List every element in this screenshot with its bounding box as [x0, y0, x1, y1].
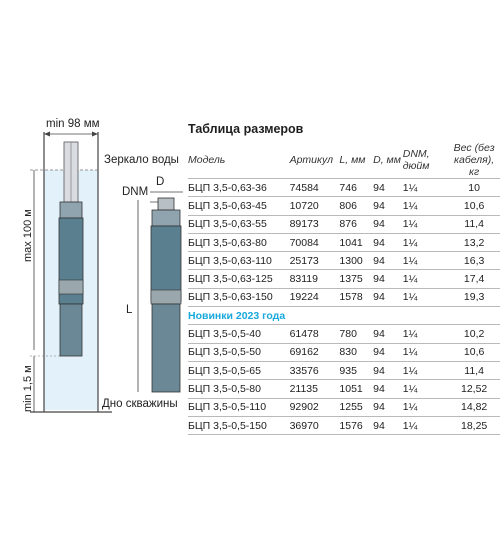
arrow-left-icon: [44, 132, 50, 137]
section-title: Новинки 2023 года: [188, 307, 500, 325]
table-row: [188, 380, 500, 398]
cell-length: 746: [339, 179, 373, 197]
cell-dnm: 1¼: [403, 233, 449, 251]
cell-length: 935: [339, 361, 373, 379]
cell-model: БЦП 3,5-0,63-150: [188, 288, 290, 306]
cell-diameter: 94: [373, 252, 403, 270]
cell-dnm: 1¼: [403, 179, 449, 197]
min-bottom-label: min 1,5 м: [22, 365, 34, 412]
cell-article: 61478: [290, 325, 340, 343]
table-row: [188, 179, 500, 197]
cell-length: 830: [339, 343, 373, 361]
cell-article: 36970: [290, 416, 340, 434]
dim-d-label: D: [156, 176, 165, 188]
cell-diameter: 94: [373, 380, 403, 398]
table-row: [188, 233, 500, 251]
cell-model: БЦП 3,5-0,63-45: [188, 197, 290, 215]
cell-length: 876: [339, 215, 373, 233]
cell-diameter: 94: [373, 398, 403, 416]
cell-weight: 14,82: [448, 398, 500, 416]
header-dnm: DNM, дюйм: [403, 142, 449, 179]
cell-diameter: 94: [373, 179, 403, 197]
product-pump-head: [152, 210, 180, 226]
cell-article: 10720: [290, 197, 340, 215]
cell-length: 1576: [339, 416, 373, 434]
water-mirror-label: Зеркало воды: [104, 154, 179, 166]
table-row: [188, 343, 500, 361]
cell-article: 69162: [290, 343, 340, 361]
table-row: [188, 361, 500, 379]
cell-model: БЦП 3,5-0,63-110: [188, 252, 290, 270]
cell-dnm: 1¼: [403, 361, 449, 379]
cell-weight: 10,2: [448, 325, 500, 343]
table-row: [188, 197, 500, 215]
cell-article: 89173: [290, 215, 340, 233]
cell-weight: 10: [448, 179, 500, 197]
table-header-row: [188, 142, 500, 179]
cell-model: БЦП 3,5-0,63-55: [188, 215, 290, 233]
cell-dnm: 1¼: [403, 288, 449, 306]
cell-weight: 11,4: [448, 361, 500, 379]
product-pump-motor: [152, 304, 180, 392]
table-row: [188, 252, 500, 270]
product-pump-intake: [151, 290, 181, 304]
cell-article: 83119: [290, 270, 340, 288]
pump-motor: [60, 304, 82, 356]
cell-diameter: 94: [373, 343, 403, 361]
cell-model: БЦП 3,5-0,5-50: [188, 343, 290, 361]
cell-dnm: 1¼: [403, 398, 449, 416]
header-model: Модель: [188, 142, 290, 179]
cell-length: 806: [339, 197, 373, 215]
header-weight: Вес (без кабеля), кг: [448, 142, 500, 179]
cell-length: 1041: [339, 233, 373, 251]
pump-intake: [59, 280, 83, 294]
section-row: [188, 307, 500, 325]
dim-dnm-label: DNM: [122, 186, 149, 198]
cell-dnm: 1¼: [403, 270, 449, 288]
cell-weight: 12,52: [448, 380, 500, 398]
sizes-table: [188, 142, 500, 435]
cell-diameter: 94: [373, 361, 403, 379]
cell-article: 70084: [290, 233, 340, 251]
cell-length: 1578: [339, 288, 373, 306]
cell-dnm: 1¼: [403, 343, 449, 361]
pump-head: [60, 202, 82, 218]
table-row: [188, 398, 500, 416]
cell-article: 74584: [290, 179, 340, 197]
table-row: [188, 270, 500, 288]
dim-l-label: L: [126, 304, 133, 316]
arrow-right-icon: [92, 132, 98, 137]
table-row: [188, 325, 500, 343]
max-depth-label: max 100 м: [22, 209, 34, 262]
cell-dnm: 1¼: [403, 252, 449, 270]
cell-length: 1051: [339, 380, 373, 398]
cell-length: 1300: [339, 252, 373, 270]
cell-diameter: 94: [373, 233, 403, 251]
cell-length: 780: [339, 325, 373, 343]
cell-article: 25173: [290, 252, 340, 270]
table-title: Таблица размеров: [188, 122, 304, 136]
cell-weight: 13,2: [448, 233, 500, 251]
product-pump-outlet: [158, 198, 174, 210]
cell-dnm: 1¼: [403, 325, 449, 343]
cell-weight: 19,3: [448, 288, 500, 306]
cell-diameter: 94: [373, 416, 403, 434]
cell-diameter: 94: [373, 197, 403, 215]
cell-weight: 18,25: [448, 416, 500, 434]
cell-diameter: 94: [373, 325, 403, 343]
table-row: [188, 416, 500, 434]
table-row: [188, 215, 500, 233]
cell-weight: 10,6: [448, 197, 500, 215]
min-width-label: min 98 мм: [46, 118, 100, 130]
cell-weight: 10,6: [448, 343, 500, 361]
cell-diameter: 94: [373, 288, 403, 306]
cell-diameter: 94: [373, 215, 403, 233]
cell-model: БЦП 3,5-0,63-125: [188, 270, 290, 288]
cell-weight: 16,3: [448, 252, 500, 270]
cell-model: БЦП 3,5-0,5-40: [188, 325, 290, 343]
cell-dnm: 1¼: [403, 215, 449, 233]
cell-model: БЦП 3,5-0,5-65: [188, 361, 290, 379]
cell-model: БЦП 3,5-0,63-80: [188, 233, 290, 251]
cell-weight: 11,4: [448, 215, 500, 233]
well-bottom-label: Дно скважины: [102, 398, 178, 410]
header-length: L, мм: [339, 142, 373, 179]
header-diameter: D, мм: [373, 142, 403, 179]
table-row: [188, 288, 500, 306]
cell-article: 21135: [290, 380, 340, 398]
cell-article: 33576: [290, 361, 340, 379]
cell-dnm: 1¼: [403, 380, 449, 398]
cell-article: 92902: [290, 398, 340, 416]
cell-dnm: 1¼: [403, 197, 449, 215]
cell-diameter: 94: [373, 270, 403, 288]
cell-weight: 17,4: [448, 270, 500, 288]
cell-model: БЦП 3,5-0,5-110: [188, 398, 290, 416]
cell-length: 1255: [339, 398, 373, 416]
cell-model: БЦП 3,5-0,5-150: [188, 416, 290, 434]
cell-model: БЦП 3,5-0,5-80: [188, 380, 290, 398]
cell-dnm: 1¼: [403, 416, 449, 434]
cell-article: 19224: [290, 288, 340, 306]
cell-length: 1375: [339, 270, 373, 288]
cell-model: БЦП 3,5-0,63-36: [188, 179, 290, 197]
header-article: Артикул: [290, 142, 340, 179]
